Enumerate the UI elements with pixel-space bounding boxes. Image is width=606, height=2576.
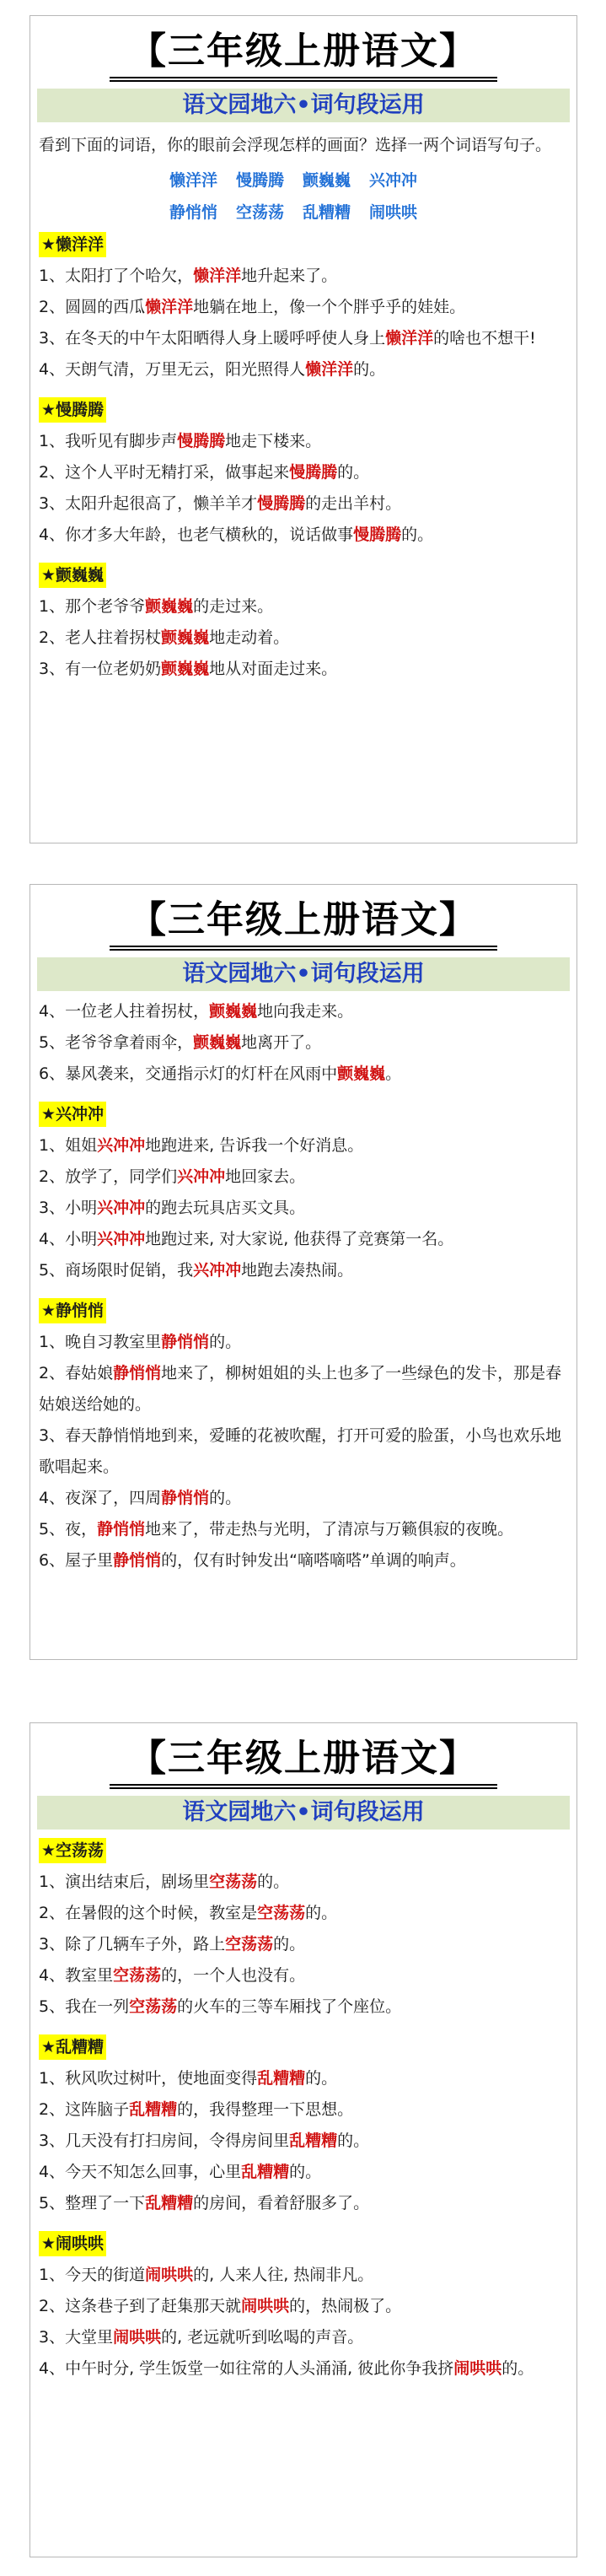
example-sentence: 5、整理了一下乱糟糟的房间，看着舒服多了。 (39, 2194, 370, 2212)
example-sentence: 5、商场限时促销，我兴冲冲地跑去凑热闹。 (39, 1261, 354, 1280)
word-bank-row-2 (169, 197, 568, 229)
example-sentence: 5、夜，静悄悄地来了，带走热与光明，了清凉与万籁俱寂的夜晚。 (39, 1520, 514, 1539)
page-subtitle: 语文园地六•词句段运用 (37, 957, 570, 991)
example-sentence: 4、一位老人拄着拐杖，颤巍巍地向我走来。 (39, 1002, 354, 1021)
page-title: 【三年级上册语文】 (129, 898, 478, 941)
intro-text: 看到下面的词语，你的眼前会浮现怎样的画面？选择一两个词语写句子。 (39, 136, 552, 154)
example-sentence: 3、小明兴冲冲的跑去玩具店买文具。 (39, 1199, 306, 1217)
example-sentence: 3、几天没有打扫房间，令得房间里乱糟糟的。 (39, 2131, 370, 2150)
word-bank-row-1 (169, 164, 568, 197)
example-sentence: 3、春天静悄悄地到来，爱睡的花被吹醒，打开可爱的脸蛋，小鸟也欢乐地歌唱起来。 (39, 1426, 562, 1476)
document-page-2 (29, 884, 577, 1660)
example-sentence: 3、在冬天的中午太阳晒得人身上暖呼呼使人身上懒洋洋的啥也不想干! (39, 329, 536, 348)
document-page-3 (29, 1722, 577, 2557)
example-sentence: 1、那个老爷爷颤巍巍的走过来。 (39, 597, 274, 616)
example-sentence: 2、这个人平时无精打采，做事起来慢腾腾的。 (39, 463, 370, 482)
section-heading-naohonghong: ★闹哄哄 (39, 2231, 106, 2256)
section-heading-lanyangyang: ★懒洋洋 (39, 232, 106, 257)
example-sentence: 1、晚自习教室里静悄悄的。 (39, 1333, 242, 1351)
word: 兴冲冲 (369, 171, 418, 190)
word-bank (39, 164, 568, 229)
title-underline (110, 946, 497, 951)
example-sentence: 2、放学了，同学们兴冲冲地回家去。 (39, 1167, 306, 1186)
example-sentence: 5、我在一列空荡荡的火车的三等车厢找了个座位。 (39, 1997, 402, 2016)
document-page-1 (29, 15, 577, 843)
word: 慢腾腾 (236, 171, 285, 190)
example-sentence: 1、姐姐兴冲冲地跑进来, 告诉我一个好消息。 (39, 1136, 364, 1155)
example-sentence: 4、教室里空荡荡的，一个人也没有。 (39, 1966, 306, 1985)
example-sentence: 1、演出结束后，剧场里空荡荡的。 (39, 1873, 290, 1891)
section-heading-xingchongchong: ★兴冲冲 (39, 1102, 106, 1127)
example-sentence: 4、小明兴冲冲地跑过来, 对大家说, 他获得了竞赛第一名。 (39, 1230, 454, 1248)
example-sentence: 4、今天不知怎么回事，心里乱糟糟的。 (39, 2163, 322, 2181)
word: 静悄悄 (169, 203, 218, 222)
section-heading-mantengteng: ★慢腾腾 (39, 397, 106, 423)
example-sentence: 2、在暑假的这个时候，教室是空荡荡的。 (39, 1904, 338, 1922)
example-sentence: 5、老爷爷拿着雨伞，颤巍巍地离开了。 (39, 1033, 322, 1052)
example-sentence: 3、太阳升起很高了，懒羊羊才慢腾腾的走出羊村。 (39, 494, 402, 513)
example-sentence: 3、除了几辆车子外，路上空荡荡的。 (39, 1935, 306, 1954)
page-subtitle: 语文园地六•词句段运用 (37, 1796, 570, 1830)
page-subtitle: 语文园地六•词句段运用 (37, 89, 570, 122)
example-sentence: 2、这条巷子到了赶集那天就闹哄哄的，热闹极了。 (39, 2297, 402, 2315)
example-sentence: 4、天朗气清，万里无云，阳光照得人懒洋洋的。 (39, 360, 386, 379)
example-sentence: 6、暴风袭来，交通指示灯的灯杆在风雨中颤巍巍。 (39, 1064, 402, 1083)
title-underline (110, 77, 497, 82)
example-sentence: 3、大堂里闹哄哄的, 老远就听到吆喝的声音。 (39, 2328, 364, 2347)
example-sentence: 4、你才多大年龄，也老气横秋的，说话做事慢腾腾的。 (39, 525, 434, 544)
example-sentence: 1、我听见有脚步声慢腾腾地走下楼来。 (39, 432, 322, 450)
example-sentence: 1、秋风吹过树叶，使地面变得乱糟糟的。 (39, 2069, 338, 2088)
example-sentence: 2、老人拄着拐杖颤巍巍地走动着。 (39, 628, 290, 647)
section-heading-luanzaozao: ★乱糟糟 (39, 2034, 106, 2060)
word: 空荡荡 (236, 203, 285, 222)
section-heading-jingqiaoqiao: ★静悄悄 (39, 1298, 106, 1323)
example-sentence: 4、夜深了，四周静悄悄的。 (39, 1489, 242, 1507)
section-heading-chanweiwei: ★颤巍巍 (39, 563, 106, 588)
word: 闹哄哄 (369, 203, 418, 222)
example-sentence: 2、圆圆的西瓜懒洋洋地躺在地上，像一个个胖乎乎的娃娃。 (39, 298, 466, 316)
example-sentence: 3、有一位老奶奶颤巍巍地从对面走过来。 (39, 660, 338, 678)
title-underline (110, 1784, 497, 1789)
word: 颤巍巍 (303, 171, 351, 190)
word: 乱糟糟 (303, 203, 351, 222)
example-sentence: 1、今天的街道闹哄哄的, 人来人往, 热闹非凡。 (39, 2266, 374, 2284)
page-title: 【三年级上册语文】 (129, 30, 478, 73)
section-heading-kongdangdang: ★空荡荡 (39, 1838, 106, 1863)
example-sentence: 2、这阵脑子乱糟糟的，我得整理一下思想。 (39, 2100, 354, 2119)
example-sentence: 1、太阳打了个哈欠，懒洋洋地升起来了。 (39, 267, 338, 285)
example-sentence: 4、中午时分, 学生饭堂一如往常的人头涌涌, 彼此你争我挤闹哄哄的。 (39, 2359, 534, 2378)
example-sentence: 2、春姑娘静悄悄地来了，柳树姐姐的头上也多了一些绿色的发卡，那是春姑娘送给她的。 (39, 1364, 562, 1414)
word: 懒洋洋 (169, 171, 218, 190)
page-title: 【三年级上册语文】 (129, 1737, 478, 1780)
example-sentence: 6、屋子里静悄悄的，仅有时钟发出“嘀嗒嘀嗒”单调的响声。 (39, 1551, 466, 1570)
